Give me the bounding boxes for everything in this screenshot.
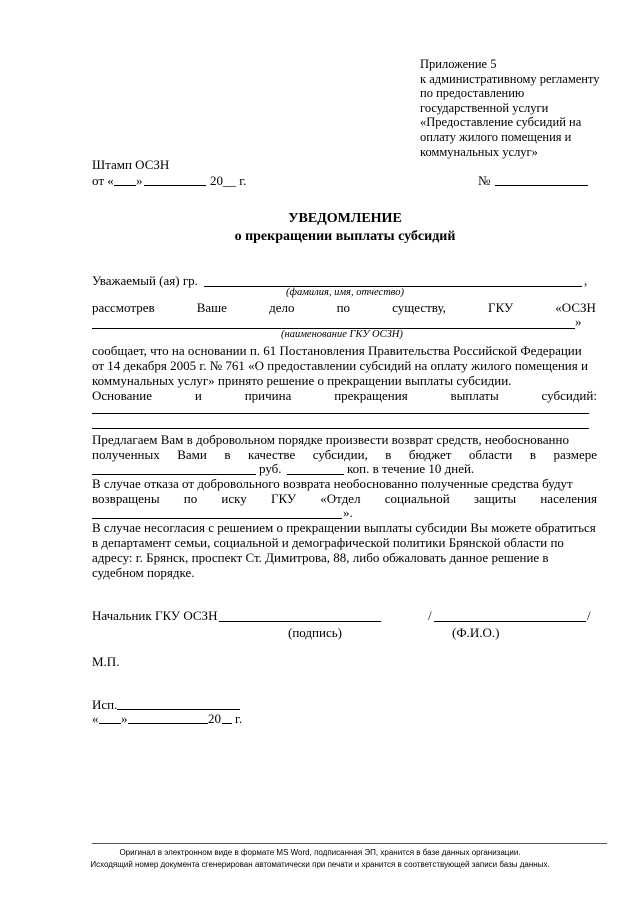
appendix-line: к административному регламенту [420,71,600,86]
word: субсидий: [541,388,597,403]
footer-divider [92,843,607,844]
refusal-line: В случае отказа от добровольного возврата необоснованно полученные средства будут [92,476,573,491]
offer-line: Предлагаем Вам в добровольном порядке произвести возврат средств, необоснованно [92,432,569,447]
appendix-line: «Предоставление субсидий на [420,115,582,130]
word: по [336,300,351,315]
number-blank[interactable] [495,185,588,186]
refusal-end: ». [343,505,353,520]
exec-date-close: » [121,711,128,726]
para1-line: коммунальных услуг» принято решение о прекращении выплаты субсидии. [92,373,512,388]
rub-label: руб. [259,461,282,476]
greeting-label: Уважаемый (ая) гр. [92,273,198,288]
word: качестве [247,447,296,462]
signature-field[interactable] [219,621,381,622]
word: выплаты [450,388,499,403]
appendix-line: оплату жилого помещения и [420,129,572,144]
appendix-line: коммунальных услуг» [420,144,538,159]
kop-label: коп. в течение 10 дней. [347,461,475,476]
department-field[interactable] [92,518,342,519]
word: ГКУ [270,491,297,506]
executor-label: Исп. [92,697,118,712]
footer-note: Исходящий номер документа сгенерирован автоматически при печати и хранится в соответствующей записи базы данных. [90,860,550,869]
appendix-line: государственной услуги [420,100,549,115]
disagree-line: адресу: г. Брянск, проспект Ст. Димитрова, 88, либо обжаловать данное решение в [92,550,549,565]
exec-year: 20 [208,711,221,726]
name-hint: (фамилия, имя, отчество) [286,287,404,298]
word: по [183,491,198,506]
document-subtitle: о прекращении выплаты субсидий [234,229,456,244]
word: размере [553,447,597,462]
disagree-line: судебном порядке. [92,565,195,580]
signature-hint: (подпись) [288,625,342,640]
executor-field[interactable] [117,709,240,710]
reason-line [92,388,597,404]
date-prefix: от « [92,173,114,188]
appendix-line: Приложение 5 [420,57,497,71]
word: прекращения [334,388,408,403]
document-title: УВЕДОМЛЕНИЕ [288,211,402,226]
date-month-blank[interactable] [144,185,206,186]
footer-note: Оригинал в электронном виде в формате MS Word, подписанная ЭП, хранится в базе данных организации. [119,848,521,857]
exec-year-suffix: г. [235,711,243,726]
word: существу, [392,300,446,315]
word: дело [269,300,295,315]
head-label: Начальник ГКУ ОСЗН [92,608,218,623]
fio-field[interactable] [434,621,586,622]
date-year: 20__ г. [210,173,247,188]
word: защиты [473,491,517,506]
word: субсидии, [312,447,368,462]
reason-field-line1[interactable] [92,413,589,414]
reason-field-line2[interactable] [92,428,589,429]
word: «ОСЗН [555,300,596,315]
amount-kop-field[interactable] [287,474,344,475]
slash-left: / [428,608,432,623]
exec-day-field[interactable] [99,723,121,724]
greeting-comma: , [584,273,588,288]
word: иску [221,491,247,506]
exec-month-field[interactable] [128,723,208,724]
word: социальной [384,491,450,506]
word: полученных [92,447,160,462]
word: бюджет [408,447,452,462]
word: в [529,447,537,462]
disagree-line: В случае несогласия с решением о прекращении выплаты субсидии Вы можете обратиться [92,520,596,535]
disagree-line: в департамент семьи, социальной и демографической политики Брянской области по [92,535,564,550]
para1-line: от 14 декабря 2005 г. № 761 «О предоставлении субсидий на оплату жилого помещения и [92,358,588,373]
word: Основание [92,388,153,403]
word: в [385,447,392,462]
number-label: № [478,173,491,188]
word: в [224,447,231,462]
fio-hint: (Ф.И.О.) [452,625,500,640]
exec-year-field[interactable] [222,723,232,724]
word: «Отдел [320,491,361,506]
word: рассмотрев [92,300,155,315]
slash-right: / [587,608,591,623]
considered-line [92,300,596,316]
appendix-line: по предоставлению [420,86,525,101]
word: области [468,447,513,462]
word: причина [244,388,292,403]
amount-rub-field[interactable] [92,474,256,475]
date-mid: » [136,173,143,188]
word: ГКУ [488,300,514,315]
word: возвращены [92,491,160,506]
appendix-note [420,57,600,159]
quote-close: » [575,314,582,329]
word: и [194,388,202,403]
stamp-label: Штамп ОСЗН [92,157,170,172]
para1-line: сообщает, что на основании п. 61 Постановления Правительства Российской Федерации [92,343,582,358]
word: Вами [177,447,207,462]
date-day-blank[interactable] [114,185,136,186]
word: Ваше [196,300,227,315]
org-hint: (наименование ГКУ ОСЗН) [281,329,403,340]
seal-label: М.П. [92,654,120,669]
word: населения [540,491,597,506]
offer-line [92,447,597,463]
exec-date-open: « [92,711,99,726]
